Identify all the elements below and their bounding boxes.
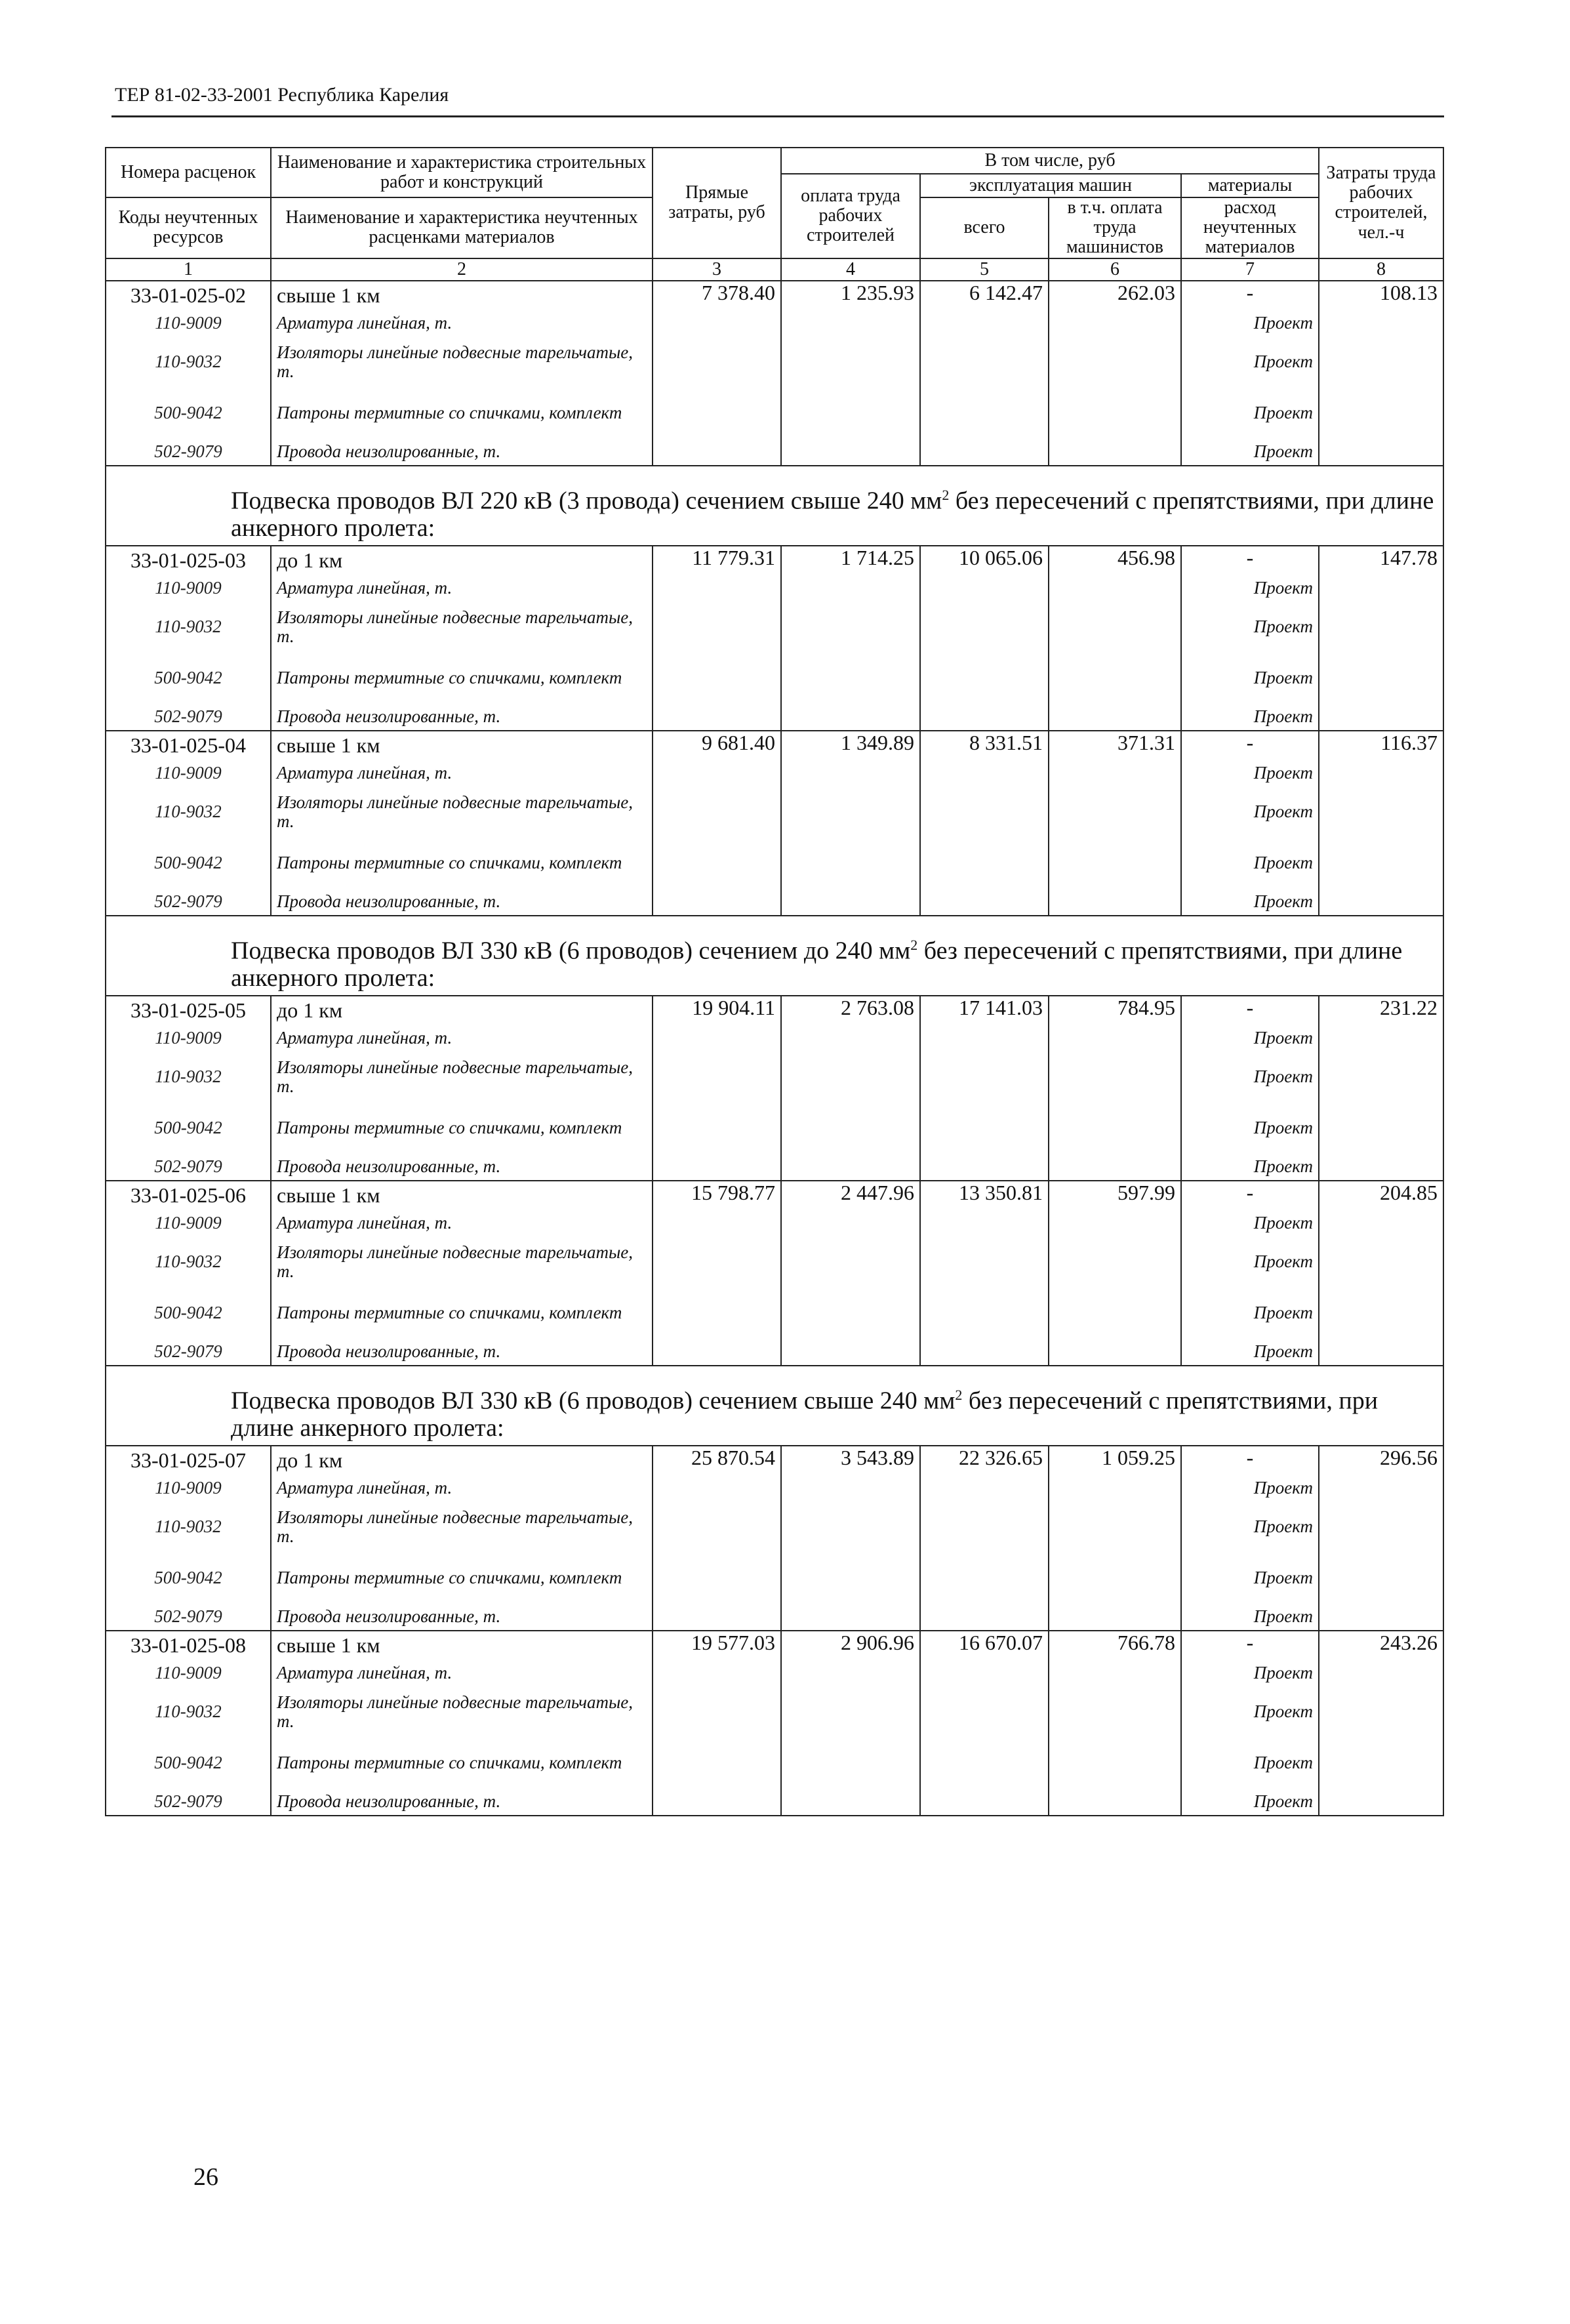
labor-hours-value: 231.22 — [1319, 996, 1443, 1181]
section-title-text: Подвеска проводов ВЛ 220 кВ (3 провода) сечением свыше 240 мм — [231, 487, 942, 515]
rate-code: 33-01-025-04 — [106, 731, 271, 760]
table-header — [106, 148, 1443, 281]
material-code: 502-9079 — [106, 1339, 271, 1366]
rate-row — [106, 731, 1443, 760]
direct-costs-value: 9 681.40 — [653, 731, 781, 916]
material-consumption: Проект — [1181, 760, 1319, 786]
material-name: Арматура линейная, т. — [271, 575, 653, 601]
material-code: 500-9042 — [106, 1553, 271, 1604]
material-name: Провода неизолированные, т. — [271, 704, 653, 731]
labor-hours-value: 243.26 — [1319, 1631, 1443, 1816]
material-code: 502-9079 — [106, 704, 271, 731]
col-labor-hours: Затраты труда рабочих строителей, чел.-ч — [1319, 148, 1443, 258]
direct-costs-value: 19 904.11 — [653, 996, 781, 1181]
rate-row — [106, 1631, 1443, 1660]
material-consumption: Проект — [1181, 1339, 1319, 1366]
material-code: 110-9032 — [106, 1501, 271, 1553]
rate-name: свыше 1 км — [271, 1181, 653, 1210]
operators-pay-value: 262.03 — [1049, 281, 1181, 466]
material-code: 110-9009 — [106, 1475, 271, 1501]
labor-hours-value: 296.56 — [1319, 1446, 1443, 1631]
rate-name: свыше 1 км — [271, 281, 653, 310]
section-title-row — [106, 466, 1443, 546]
section-title-superscript: 2 — [955, 1387, 963, 1404]
material-consumption: Проект — [1181, 1604, 1319, 1631]
material-code: 110-9032 — [106, 786, 271, 838]
material-code: 110-9032 — [106, 601, 271, 653]
rate-code: 33-01-025-06 — [106, 1181, 271, 1210]
rate-code: 33-01-025-02 — [106, 281, 271, 310]
col-machines-total: всего — [920, 197, 1049, 258]
material-name: Изоляторы линейные подвесные тарельчатые, т. — [271, 786, 653, 838]
material-name: Изоляторы линейные подвесные тарельчатые, т. — [271, 601, 653, 653]
material-consumption: Проект — [1181, 1660, 1319, 1686]
material-code: 110-9009 — [106, 1025, 271, 1051]
labor-hours-value: 108.13 — [1319, 281, 1443, 466]
section-title — [106, 466, 1443, 546]
col-resource-codes: Коды неучтенных ресурсов — [106, 197, 271, 258]
col-work-name: Наименование и характеристика строительных работ и конструкций — [271, 148, 653, 197]
material-code: 502-9079 — [106, 439, 271, 466]
material-name: Арматура линейная, т. — [271, 1210, 653, 1236]
material-code: 110-9032 — [106, 1051, 271, 1103]
material-consumption: Проект — [1181, 1051, 1319, 1103]
rates-table — [105, 147, 1444, 1816]
material-name: Провода неизолированные, т. — [271, 889, 653, 916]
section-title-text-cont: без пересечений с препятствиями, при длине анкерного пролета: — [231, 487, 1434, 542]
material-name: Провода неизолированные, т. — [271, 1339, 653, 1366]
material-consumption: Проект — [1181, 1210, 1319, 1236]
materials-value: - — [1181, 546, 1319, 575]
material-name: Изоляторы линейные подвесные тарельчатые, т. — [271, 1686, 653, 1738]
rate-code: 33-01-025-08 — [106, 1631, 271, 1660]
machines-total-value: 6 142.47 — [920, 281, 1049, 466]
material-name: Арматура линейная, т. — [271, 760, 653, 786]
material-code: 110-9009 — [106, 310, 271, 336]
direct-costs-value: 7 378.40 — [653, 281, 781, 466]
header-rule — [111, 115, 1444, 117]
operators-pay-value: 766.78 — [1049, 1631, 1181, 1816]
table-body — [106, 281, 1443, 1816]
material-name: Патроны термитные со спичками, комплект — [271, 838, 653, 889]
col-material-names: Наименование и характеристика неучтенных расценками материалов — [271, 197, 653, 258]
page-header: ТЕР 81-02-33-2001 Республика Карелия — [115, 84, 449, 106]
section-title-text: Подвеска проводов ВЛ 330 кВ (6 проводов) сечением до 240 мм — [231, 937, 911, 965]
labor-pay-value: 1 235.93 — [781, 281, 920, 466]
labor-pay-value: 2 906.96 — [781, 1631, 920, 1816]
machines-total-value: 10 065.06 — [920, 546, 1049, 731]
material-consumption: Проект — [1181, 1686, 1319, 1738]
operators-pay-value: 784.95 — [1049, 996, 1181, 1181]
material-name: Патроны термитные со спичками, комплект — [271, 1738, 653, 1789]
labor-hours-value: 116.37 — [1319, 731, 1443, 916]
rate-row — [106, 1446, 1443, 1475]
column-numbers-row: 1 2 3 4 5 6 7 8 — [106, 258, 1443, 281]
section-title-text-cont: без пересечений с препятствиями, при длине анкерного пролета: — [231, 1387, 1379, 1442]
materials-value: - — [1181, 281, 1319, 310]
col-machines: эксплуатация машин — [920, 174, 1181, 197]
rate-name: свыше 1 км — [271, 731, 653, 760]
material-code: 500-9042 — [106, 388, 271, 439]
direct-costs-value: 19 577.03 — [653, 1631, 781, 1816]
material-consumption: Проект — [1181, 1025, 1319, 1051]
labor-pay-value: 3 543.89 — [781, 1446, 920, 1631]
machines-total-value: 8 331.51 — [920, 731, 1049, 916]
rate-row — [106, 1181, 1443, 1210]
material-name: Патроны термитные со спичками, комплект — [271, 388, 653, 439]
material-code: 502-9079 — [106, 1789, 271, 1816]
material-code: 502-9079 — [106, 1604, 271, 1631]
section-title — [106, 1366, 1443, 1446]
material-name: Патроны термитные со спичками, комплект — [271, 1553, 653, 1604]
section-title-row — [106, 1366, 1443, 1446]
material-code: 110-9032 — [106, 1236, 271, 1288]
material-code: 500-9042 — [106, 1288, 271, 1339]
section-title — [106, 916, 1443, 996]
direct-costs-value: 11 779.31 — [653, 546, 781, 731]
material-code: 110-9009 — [106, 760, 271, 786]
material-name: Изоляторы линейные подвесные тарельчатые, т. — [271, 1236, 653, 1288]
materials-value: - — [1181, 996, 1319, 1025]
material-code: 500-9042 — [106, 838, 271, 889]
rate-row — [106, 996, 1443, 1025]
operators-pay-value: 371.31 — [1049, 731, 1181, 916]
material-code: 502-9079 — [106, 889, 271, 916]
material-code: 110-9032 — [106, 1686, 271, 1738]
material-name: Арматура линейная, т. — [271, 1660, 653, 1686]
material-consumption: Проект — [1181, 336, 1319, 388]
rate-name: до 1 км — [271, 996, 653, 1025]
labor-hours-value: 204.85 — [1319, 1181, 1443, 1366]
material-name: Арматура линейная, т. — [271, 1475, 653, 1501]
material-name: Патроны термитные со спичками, комплект — [271, 653, 653, 704]
rate-row — [106, 281, 1443, 310]
operators-pay-value: 1 059.25 — [1049, 1446, 1181, 1631]
material-name: Арматура линейная, т. — [271, 1025, 653, 1051]
material-consumption: Проект — [1181, 1475, 1319, 1501]
material-code: 500-9042 — [106, 653, 271, 704]
section-title-row — [106, 916, 1443, 996]
col-labor-pay: оплата труда рабочих строителей — [781, 174, 920, 258]
col-materials: материалы — [1181, 174, 1319, 197]
rate-code: 33-01-025-05 — [106, 996, 271, 1025]
rate-name: до 1 км — [271, 1446, 653, 1475]
labor-pay-value: 2 447.96 — [781, 1181, 920, 1366]
material-name: Изоляторы линейные подвесные тарельчатые, т. — [271, 1501, 653, 1553]
section-title-text-cont: без пересечений с препятствиями, при длине анкерного пролета: — [231, 937, 1403, 992]
material-consumption: Проект — [1181, 704, 1319, 731]
material-name: Изоляторы линейные подвесные тарельчатые, т. — [271, 336, 653, 388]
material-consumption: Проект — [1181, 310, 1319, 336]
labor-hours-value: 147.78 — [1319, 546, 1443, 731]
col-rate-numbers: Номера расценок — [106, 148, 271, 197]
labor-pay-value: 1 349.89 — [781, 731, 920, 916]
material-code: 502-9079 — [106, 1154, 271, 1181]
material-consumption: Проект — [1181, 1236, 1319, 1288]
section-title-superscript: 2 — [942, 487, 950, 504]
col-direct-costs: Прямые затраты, руб — [653, 148, 781, 258]
material-code: 110-9009 — [106, 1210, 271, 1236]
material-consumption: Проект — [1181, 838, 1319, 889]
rate-code: 33-01-025-03 — [106, 546, 271, 575]
material-name: Патроны термитные со спичками, комплект — [271, 1288, 653, 1339]
material-code: 110-9009 — [106, 575, 271, 601]
material-name: Арматура линейная, т. — [271, 310, 653, 336]
material-code: 110-9032 — [106, 336, 271, 388]
section-title-text: Подвеска проводов ВЛ 330 кВ (6 проводов) сечением свыше 240 мм — [231, 1387, 956, 1415]
material-code: 110-9009 — [106, 1660, 271, 1686]
material-consumption: Проект — [1181, 1501, 1319, 1553]
operators-pay-value: 597.99 — [1049, 1181, 1181, 1366]
labor-pay-value: 2 763.08 — [781, 996, 920, 1181]
material-consumption: Проект — [1181, 388, 1319, 439]
material-consumption: Проект — [1181, 786, 1319, 838]
material-consumption: Проект — [1181, 575, 1319, 601]
machines-total-value: 17 141.03 — [920, 996, 1049, 1181]
machines-total-value: 13 350.81 — [920, 1181, 1049, 1366]
material-consumption: Проект — [1181, 1553, 1319, 1604]
material-code: 500-9042 — [106, 1738, 271, 1789]
materials-value: - — [1181, 1446, 1319, 1475]
material-code: 500-9042 — [106, 1103, 271, 1154]
material-name: Провода неизолированные, т. — [271, 1789, 653, 1816]
rate-code: 33-01-025-07 — [106, 1446, 271, 1475]
machines-total-value: 22 326.65 — [920, 1446, 1049, 1631]
col-including: В том числе, руб — [781, 148, 1319, 174]
material-consumption: Проект — [1181, 1288, 1319, 1339]
direct-costs-value: 25 870.54 — [653, 1446, 781, 1631]
material-consumption: Проект — [1181, 1738, 1319, 1789]
operators-pay-value: 456.98 — [1049, 546, 1181, 731]
material-consumption: Проект — [1181, 1154, 1319, 1181]
material-name: Патроны термитные со спичками, комплект — [271, 1103, 653, 1154]
material-name: Провода неизолированные, т. — [271, 1604, 653, 1631]
material-consumption: Проект — [1181, 1789, 1319, 1816]
direct-costs-value: 15 798.77 — [653, 1181, 781, 1366]
section-title-superscript: 2 — [910, 937, 918, 954]
material-consumption: Проект — [1181, 439, 1319, 466]
col-material-consumption: расход неучтенных материалов — [1181, 197, 1319, 258]
material-name: Провода неизолированные, т. — [271, 1154, 653, 1181]
labor-pay-value: 1 714.25 — [781, 546, 920, 731]
material-name: Провода неизолированные, т. — [271, 439, 653, 466]
materials-value: - — [1181, 731, 1319, 760]
material-consumption: Проект — [1181, 889, 1319, 916]
materials-value: - — [1181, 1631, 1319, 1660]
rate-name: свыше 1 км — [271, 1631, 653, 1660]
rate-row — [106, 546, 1443, 575]
material-consumption: Проект — [1181, 653, 1319, 704]
material-consumption: Проект — [1181, 1103, 1319, 1154]
col-operators-pay: в т.ч. оплата труда машинистов — [1049, 197, 1181, 258]
material-consumption: Проект — [1181, 601, 1319, 653]
rate-name: до 1 км — [271, 546, 653, 575]
material-name: Изоляторы линейные подвесные тарельчатые, т. — [271, 1051, 653, 1103]
materials-value: - — [1181, 1181, 1319, 1210]
page-number: 26 — [193, 2163, 218, 2191]
machines-total-value: 16 670.07 — [920, 1631, 1049, 1816]
